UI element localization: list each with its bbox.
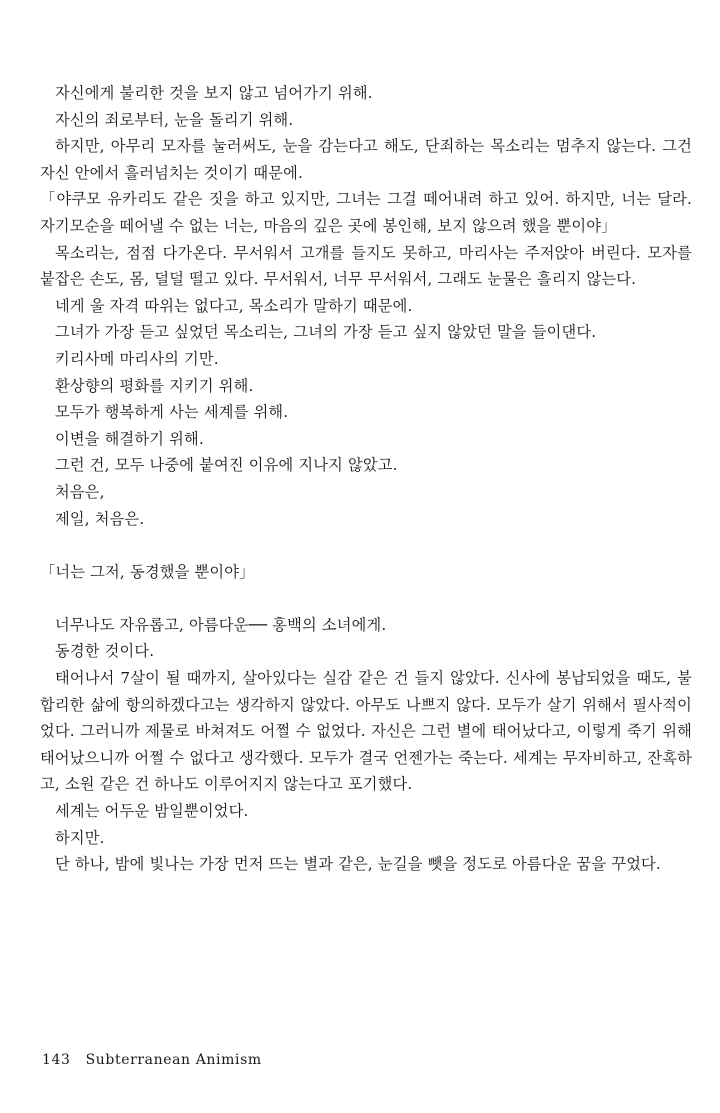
- blank-line: [40, 532, 692, 559]
- paragraph: 키리사메 마리사의 기만.: [55, 349, 219, 368]
- page-number: 143: [42, 1052, 71, 1068]
- paragraph: 제일, 처음은.: [55, 509, 145, 528]
- paragraph: 태어나서 7살이 될 때까지, 살아있다는 실감 같은 건 들지 않았다. 신사에 봉납되었을 때도, 불합리한 삶에 항의하겠다고는 생각하지 않았다. 아무도 나쁘지 않다. 모두가 살기 위해서 필사적이었다. 그러니까 제물로 바쳐져도 어쩔 수 없었다. 자신은 그런 별에 태어났다고, 이렇게 죽기 위해 태어났으니까 어쩔 수 없다고 생각했다. 모두가 결국 언젠가는 죽는다. 세계는 무자비하고, 잔혹하고, 소원 같은 건 하나도 이루어지지 않는다고 포기했다.: [40, 669, 692, 794]
- page-body: [40, 80, 692, 878]
- paragraph: 네게 울 자격 따위는 없다고, 목소리가 말하기 때문에.: [55, 296, 413, 315]
- paragraph: 단 하나, 밤에 빛나는 가장 먼저 뜨는 별과 같은, 눈길을 뺏을 정도로 아름다운 꿈을 꾸었다.: [55, 855, 661, 874]
- blank-line: [40, 585, 692, 612]
- paragraph: 환상향의 평화를 지키기 위해.: [55, 376, 254, 395]
- paragraph: 그녀가 가장 듣고 싶었던 목소리는, 그녀의 가장 듣고 싶지 않았던 말을 들이댄다.: [55, 323, 597, 342]
- paragraph: 이변을 해결하기 위해.: [55, 429, 204, 448]
- paragraph: 하지만, 아무리 모자를 눌러써도, 눈을 감는다고 해도, 단죄하는 목소리는 멈추지 않는다. 그건 자신 안에서 흘러넘치는 것이기 때문에.: [40, 137, 692, 182]
- paragraph: 하지만.: [55, 828, 105, 847]
- dialogue-paragraph: 「너는 그저, 동경했을 뿐이야」: [40, 562, 255, 581]
- paragraph: 세계는 어두운 밤일뿐이었다.: [55, 802, 249, 821]
- page-footer: [42, 1052, 262, 1068]
- paragraph: 자신의 죄로부터, 눈을 돌리기 위해.: [55, 110, 294, 129]
- paragraph: 모두가 행복하게 사는 세계를 위해.: [55, 403, 289, 422]
- paragraph: 너무나도 자유롭고, 아름다운── 홍백의 소녀에게.: [55, 615, 387, 634]
- dialogue-paragraph: 「야쿠모 유카리도 같은 짓을 하고 있지만, 그녀는 그걸 떼어내려 하고 있어. 하지만, 너는 달라. 자기모순을 떼어낼 수 없는 너는, 마음의 깊은 곳에 봉인해, 보지 않으려 했을 뿐이야」: [40, 190, 692, 235]
- paragraph: 그런 건, 모두 나중에 붙여진 이유에 지나지 않았고.: [55, 456, 398, 475]
- paragraph: 처음은,: [55, 482, 105, 501]
- paragraph: 자신에게 불리한 것을 보지 않고 넘어가기 위해.: [55, 84, 373, 102]
- paragraph: 동경한 것이다.: [55, 642, 155, 661]
- book-title: Subterranean Animism: [85, 1052, 262, 1068]
- paragraph: 목소리는, 점점 다가온다. 무서워서 고개를 들지도 못하고, 마리사는 주저앉아 버린다. 모자를 붙잡은 손도, 몸, 덜덜 떨고 있다. 무서워서, 너무 무서워서, 그래도 눈물은 흘리지 않는다.: [40, 243, 692, 289]
